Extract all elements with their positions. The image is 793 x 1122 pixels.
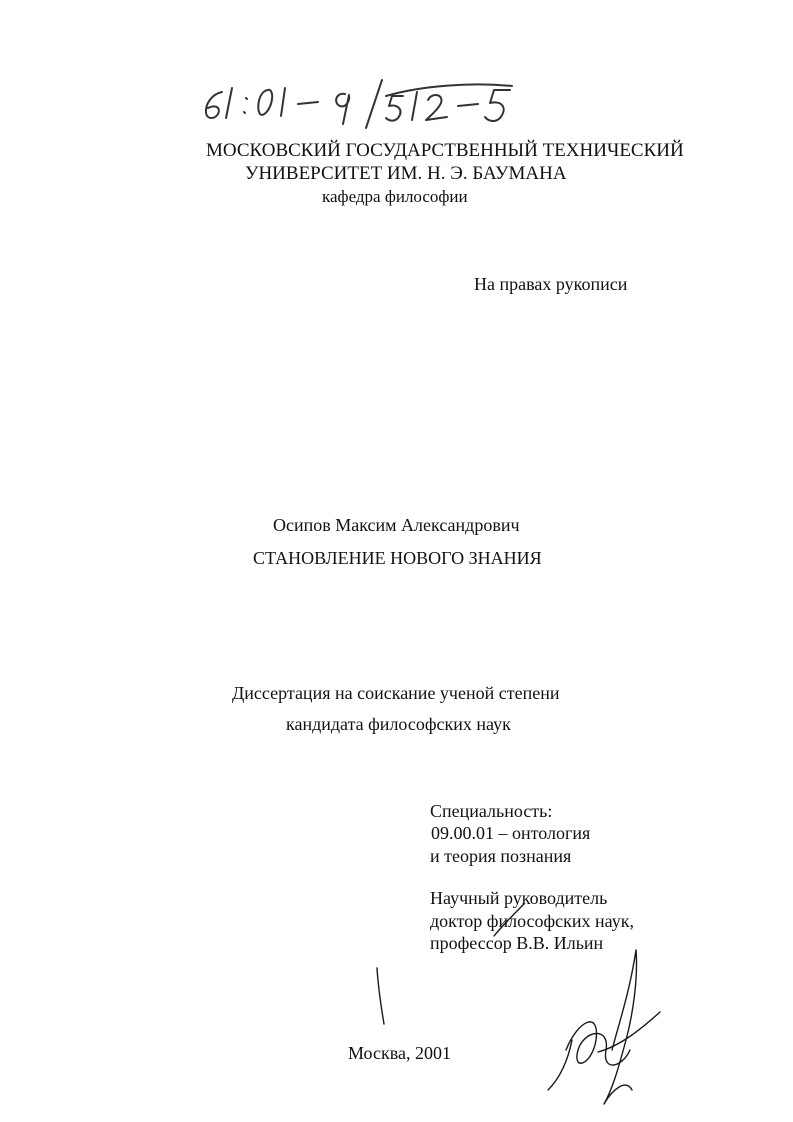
supervisor-degree: доктор философских наук, — [430, 911, 634, 931]
place-year: Москва, 2001 — [348, 1043, 451, 1063]
degree-line-2: кандидата философских наук — [286, 714, 511, 734]
institution-line-1: МОСКОВСКИЙ ГОСУДАРСТВЕННЫЙ ТЕХНИЧЕСКИЙ — [206, 140, 684, 161]
supervisor-name: профессор В.В. Ильин — [430, 933, 604, 953]
degree-line-1: Диссертация на соискание ученой степени — [232, 683, 560, 703]
stray-stroke — [377, 968, 384, 1024]
supervisor-signature-mark — [494, 904, 524, 936]
rights-note: На правах рукописи — [474, 274, 628, 294]
signature — [548, 950, 660, 1104]
author-name: Осипов Максим Александрович — [273, 515, 520, 535]
institution-line-2: УНИВЕРСИТЕТ ИМ. Н. Э. БАУМАНА — [245, 163, 567, 184]
department-name: кафедра философии — [322, 187, 468, 206]
supervisor-label: Научный руководитель — [430, 888, 608, 908]
dissertation-title: СТАНОВЛЕНИЕ НОВОГО ЗНАНИЯ — [253, 548, 542, 568]
specialty-name: и теория познания — [430, 846, 572, 866]
specialty-label: Специальность: — [430, 801, 553, 821]
specialty-code: 09.00.01 – онтология — [431, 823, 591, 843]
